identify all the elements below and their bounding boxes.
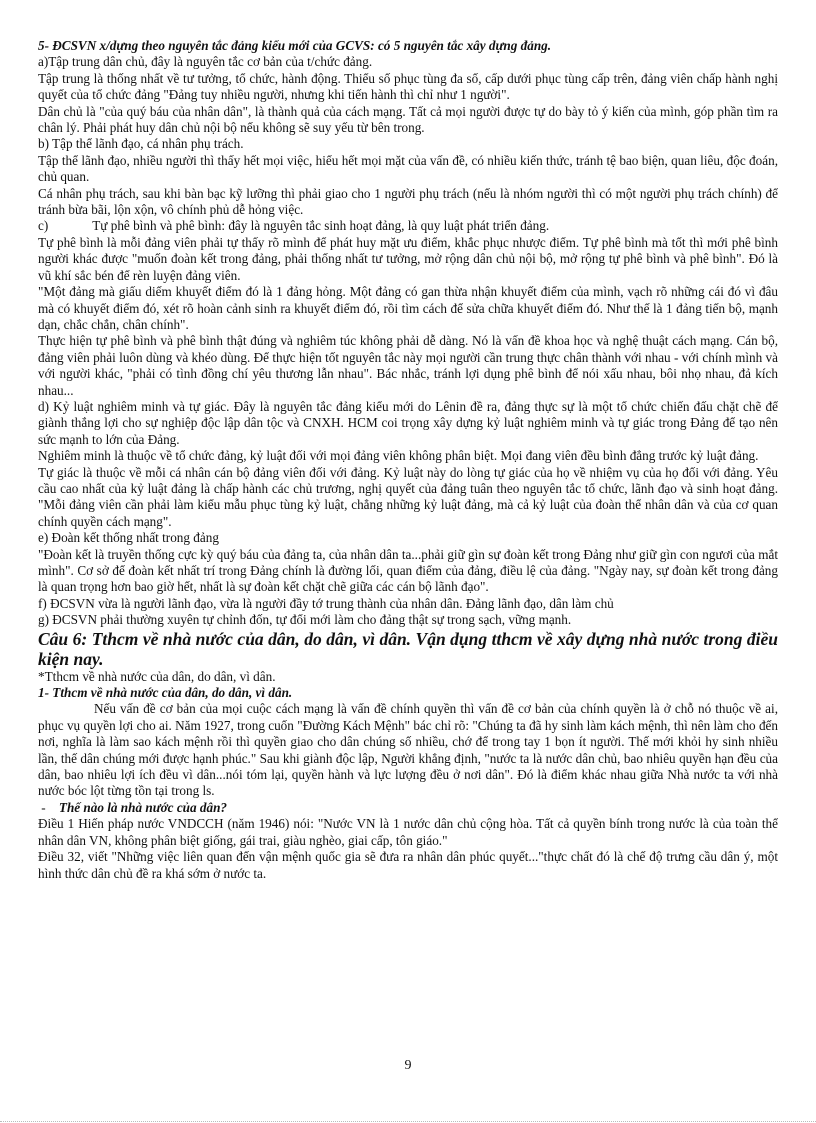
paragraph: "Một đảng mà giấu diếm khuyết điểm đó là 1 đảng hỏng. Một đảng có gan thừa nhận khuyết điểm của mình, vạch rõ những cái đó vì đâu mà có khuyết điểm đó, xét rõ hoàn cảnh sinh ra khuyết điểm đó, rồi tìm cách để sửa chữa khuyết điểm đó. Như thế là 1 đảng tiến bộ, mạnh dạn, chắc chắn, chân chính". [38, 284, 778, 332]
page-bottom-divider [0, 1121, 816, 1122]
paragraph-c [38, 218, 778, 234]
paragraph: Tự giác là thuộc về mỗi cá nhân cán bộ đảng viên đối với đảng. Kỷ luật này do lòng tự giác của họ về nhiệm vụ của họ đối với đảng. Yêu cầu cao nhất của kỷ luật đảng là chấp hành các chủ trương, nghị quyết của đảng tuân theo nguyên tắc tổ chức, lãnh đạo và sinh hoạt đảng. "Mỗi đảng viên cần phải làm kiểu mẫu phục tùng kỷ luật, chẳng những kỷ luật đảng, mà cả kỷ luật của đoàn thể nhân dân và của cơ quan chính quyền cách mạng". [38, 464, 778, 529]
paragraph: Tự phê bình là mỗi đảng viên phải tự thấy rõ mình để phát huy mặt ưu điểm, khắc phục nhược điểm. Tự phê bình mà tốt thì mới phê bình người khác được "muốn đoàn kết trong đảng, phải thống nhất tư tưởng, mở rộng dân chủ nội bộ, mở rộng tự phê bình và phê bình". Đó là vũ khí sắc bén để rèn luyện đảng viên. [38, 234, 778, 283]
page-number: 9 [404, 1058, 412, 1073]
question-6-subheading: *Tthcm về nhà nước của dân, do dân, vì dân. [38, 668, 276, 684]
paragraph: a)Tập trung dân chủ, đây là nguyên tắc cơ bản của t/chức đảng. [38, 54, 373, 70]
paragraph: Nếu vấn đề cơ bản của mọi cuộc cách mạng là vấn đề chính quyền thì vấn đề cơ bản của chính quyền là ở chỗ nó thuộc về ai, phục vụ quyền lợi cho ai. Năm 1927, trong cuốn "Đường Kách Mệnh" bác chỉ rõ: "Chúng ta đã hy sinh làm kách mệnh, thì nên làm cho đến nơi, nghĩa là làm sao kách mệnh rồi thì quyền giao cho dân chúng số nhiều, chớ để trong tay 1 bọn ít người. Thế mới khỏi hy sinh nhiều lần, thế dân chúng mới được hạnh phúc." Sau khi giành độc lập, Người khẳng định, "nước ta là nước dân chủ, bao nhiêu quyền hạn đều của dân, bao nhiêu lợi ích đều vì dân...nói tóm lại, quyền hành và lực lượng đều ở nơi dân". Đó là điểm khác nhau giữa Nhà nước ta với nhà nước bóc lột từng tồn tại trong ls. [38, 701, 778, 799]
paragraph: e) Đoàn kết thống nhất trong đảng [38, 530, 219, 546]
paragraph: Cá nhân phụ trách, sau khi bàn bạc kỹ lưỡng thì phải giao cho 1 người phụ trách (nếu là nhóm người thì có một người phụ trách chính) để tránh bừa bãi, lộn xộn, vô chính phủ dễ hỏng việc. [38, 185, 778, 218]
question-6-heading: Câu 6: Tthcm về nhà nước của dân, do dân, vì dân. Vận dụng tthcm về xây dựng nhà nước trong điều kiện nay. [38, 628, 778, 669]
paragraph: Thực hiện tự phê bình và phê bình thật đúng và nghiêm túc không phải dễ dàng. Nó là vấn đề khoa học và nghệ thuật cách mạng. Cán bộ, đảng viên phải luôn dùng và khéo dùng. Để thực hiện tốt nguyên tắc này mọi người cần trung thực chân thành với nhau - với chính mình và với người khác, "phải có tình đồng chí yêu thương lẫn nhau". Bác nhắc, tránh lợi dụng phê bình để nói xấu nhau, bôi nhọ nhau, đả kích nhau... [38, 333, 778, 398]
dash-marker: - [41, 799, 46, 815]
paragraph: f) ĐCSVN vừa là người lãnh đạo, vừa là người đầy tớ trung thành của nhân dân. Đảng lãnh đạo, dân làm chủ [38, 595, 614, 611]
paragraph: Tập thể lãnh đạo, nhiều người thì thấy hết mọi việc, hiểu hết mọi mặt của vấn đề, có nhiều kiến thức, tránh tệ bao biện, quan liêu, độc đoán, chủ quan. [38, 152, 778, 185]
document-page [38, 38, 778, 882]
paragraph: g) ĐCSVN phải thường xuyên tự chỉnh đốn, tự đổi mới làm cho đảng thật sự trong sạch, vững mạnh. [38, 612, 572, 628]
list-label: c) [38, 218, 49, 234]
paragraph: Tập trung là thống nhất về tư tưởng, tổ chức, hành động. Thiểu số phục tùng đa số, cấp dưới phục tùng cấp trên, đảng viên chấp hành nghị quyết của tổ chức đảng "Đảng tuy nhiều người, nhưng khi tiến hành thì chỉ như 1 người". [38, 70, 778, 103]
paragraph: Điều 1 Hiến pháp nước VNDCCH (năm 1946) nói: "Nước VN là 1 nước dân chủ cộng hòa. Tất cả quyền bính trong nước là của toàn thể nhân dân VN, không phân biệt giống, gái trai, giàu nghèo, giai cấp, tôn giáo." [38, 816, 778, 848]
sub-question [38, 800, 778, 816]
paragraph: Nghiêm minh là thuộc về tổ chức đảng, kỷ luật đối với mọi đảng viên không phân biệt. Mọi đang viên đều bình đẳng trước kỷ luật đảng. [38, 448, 759, 464]
paragraph-text: Tự phê bình và phê bình: đây là nguyên tắc sinh hoạt đảng, là quy luật phát triển đảng. [92, 218, 550, 234]
paragraph: "Đoàn kết là truyền thống cực kỳ quý báu của đảng ta, của nhân dân ta...phải giữ gìn sự đoàn kết trong Đảng như giữ gìn con ngươi của mắt mình". Cơ sở để đoàn kết nhất trí trong Đảng chính là đường lối, quan điểm của đảng, điều lệ của đảng. "Ngày nay, sự đoàn kết trong đảng là quan trọng hơn bao giờ hết, nhất là sự đoàn kết chặt chẽ giữa các cán bộ lãnh đạo". [38, 546, 778, 595]
paragraph: Điều 32, viết "Những việc liên quan đến vận mệnh quốc gia sẽ đưa ra nhân dân phúc quyết..."thực chất đó là chế độ trưng cầu dân ý, một hình thức dân chủ đề ra khá sớm ở nước ta. [38, 849, 778, 881]
paragraph: b) Tập thể lãnh đạo, cá nhân phụ trách. [38, 136, 244, 152]
paragraph: Dân chủ là "của quý báu của nhân dân", là thành quả của cách mạng. Tất cả mọi người được tự do bày tỏ ý kiến của mình, góp phần tìm ra chân lý. Phải phát huy dân chủ nội bộ nếu không sẽ suy yếu từ bên trong. [38, 103, 778, 136]
sub-question-heading: Thế nào là nhà nước của dân? [58, 799, 228, 815]
section-5-heading: 5- ĐCSVN x/dựng theo nguyên tắc đảng kiểu mới của GCVS: có 5 nguyên tắc xây dựng đảng. [38, 38, 552, 53]
section-1-heading: 1- Tthcm về nhà nước của dân, do dân, vì dân. [38, 685, 293, 701]
paragraph: d) Kỷ luật nghiêm minh và tự giác. Đây là nguyên tắc đảng kiểu mới do Lênin đề ra, đảng thực sự là một tổ chức chiến đấu chặt chẽ để giành thắng lợi cho sự nghiệp độc lập dân tộc và CNXH. HCM coi trọng xây dựng kỷ luật nghiêm minh và tự giác trong Đảng để tạo nên sức mạnh to lớn của Đảng. [38, 398, 778, 447]
